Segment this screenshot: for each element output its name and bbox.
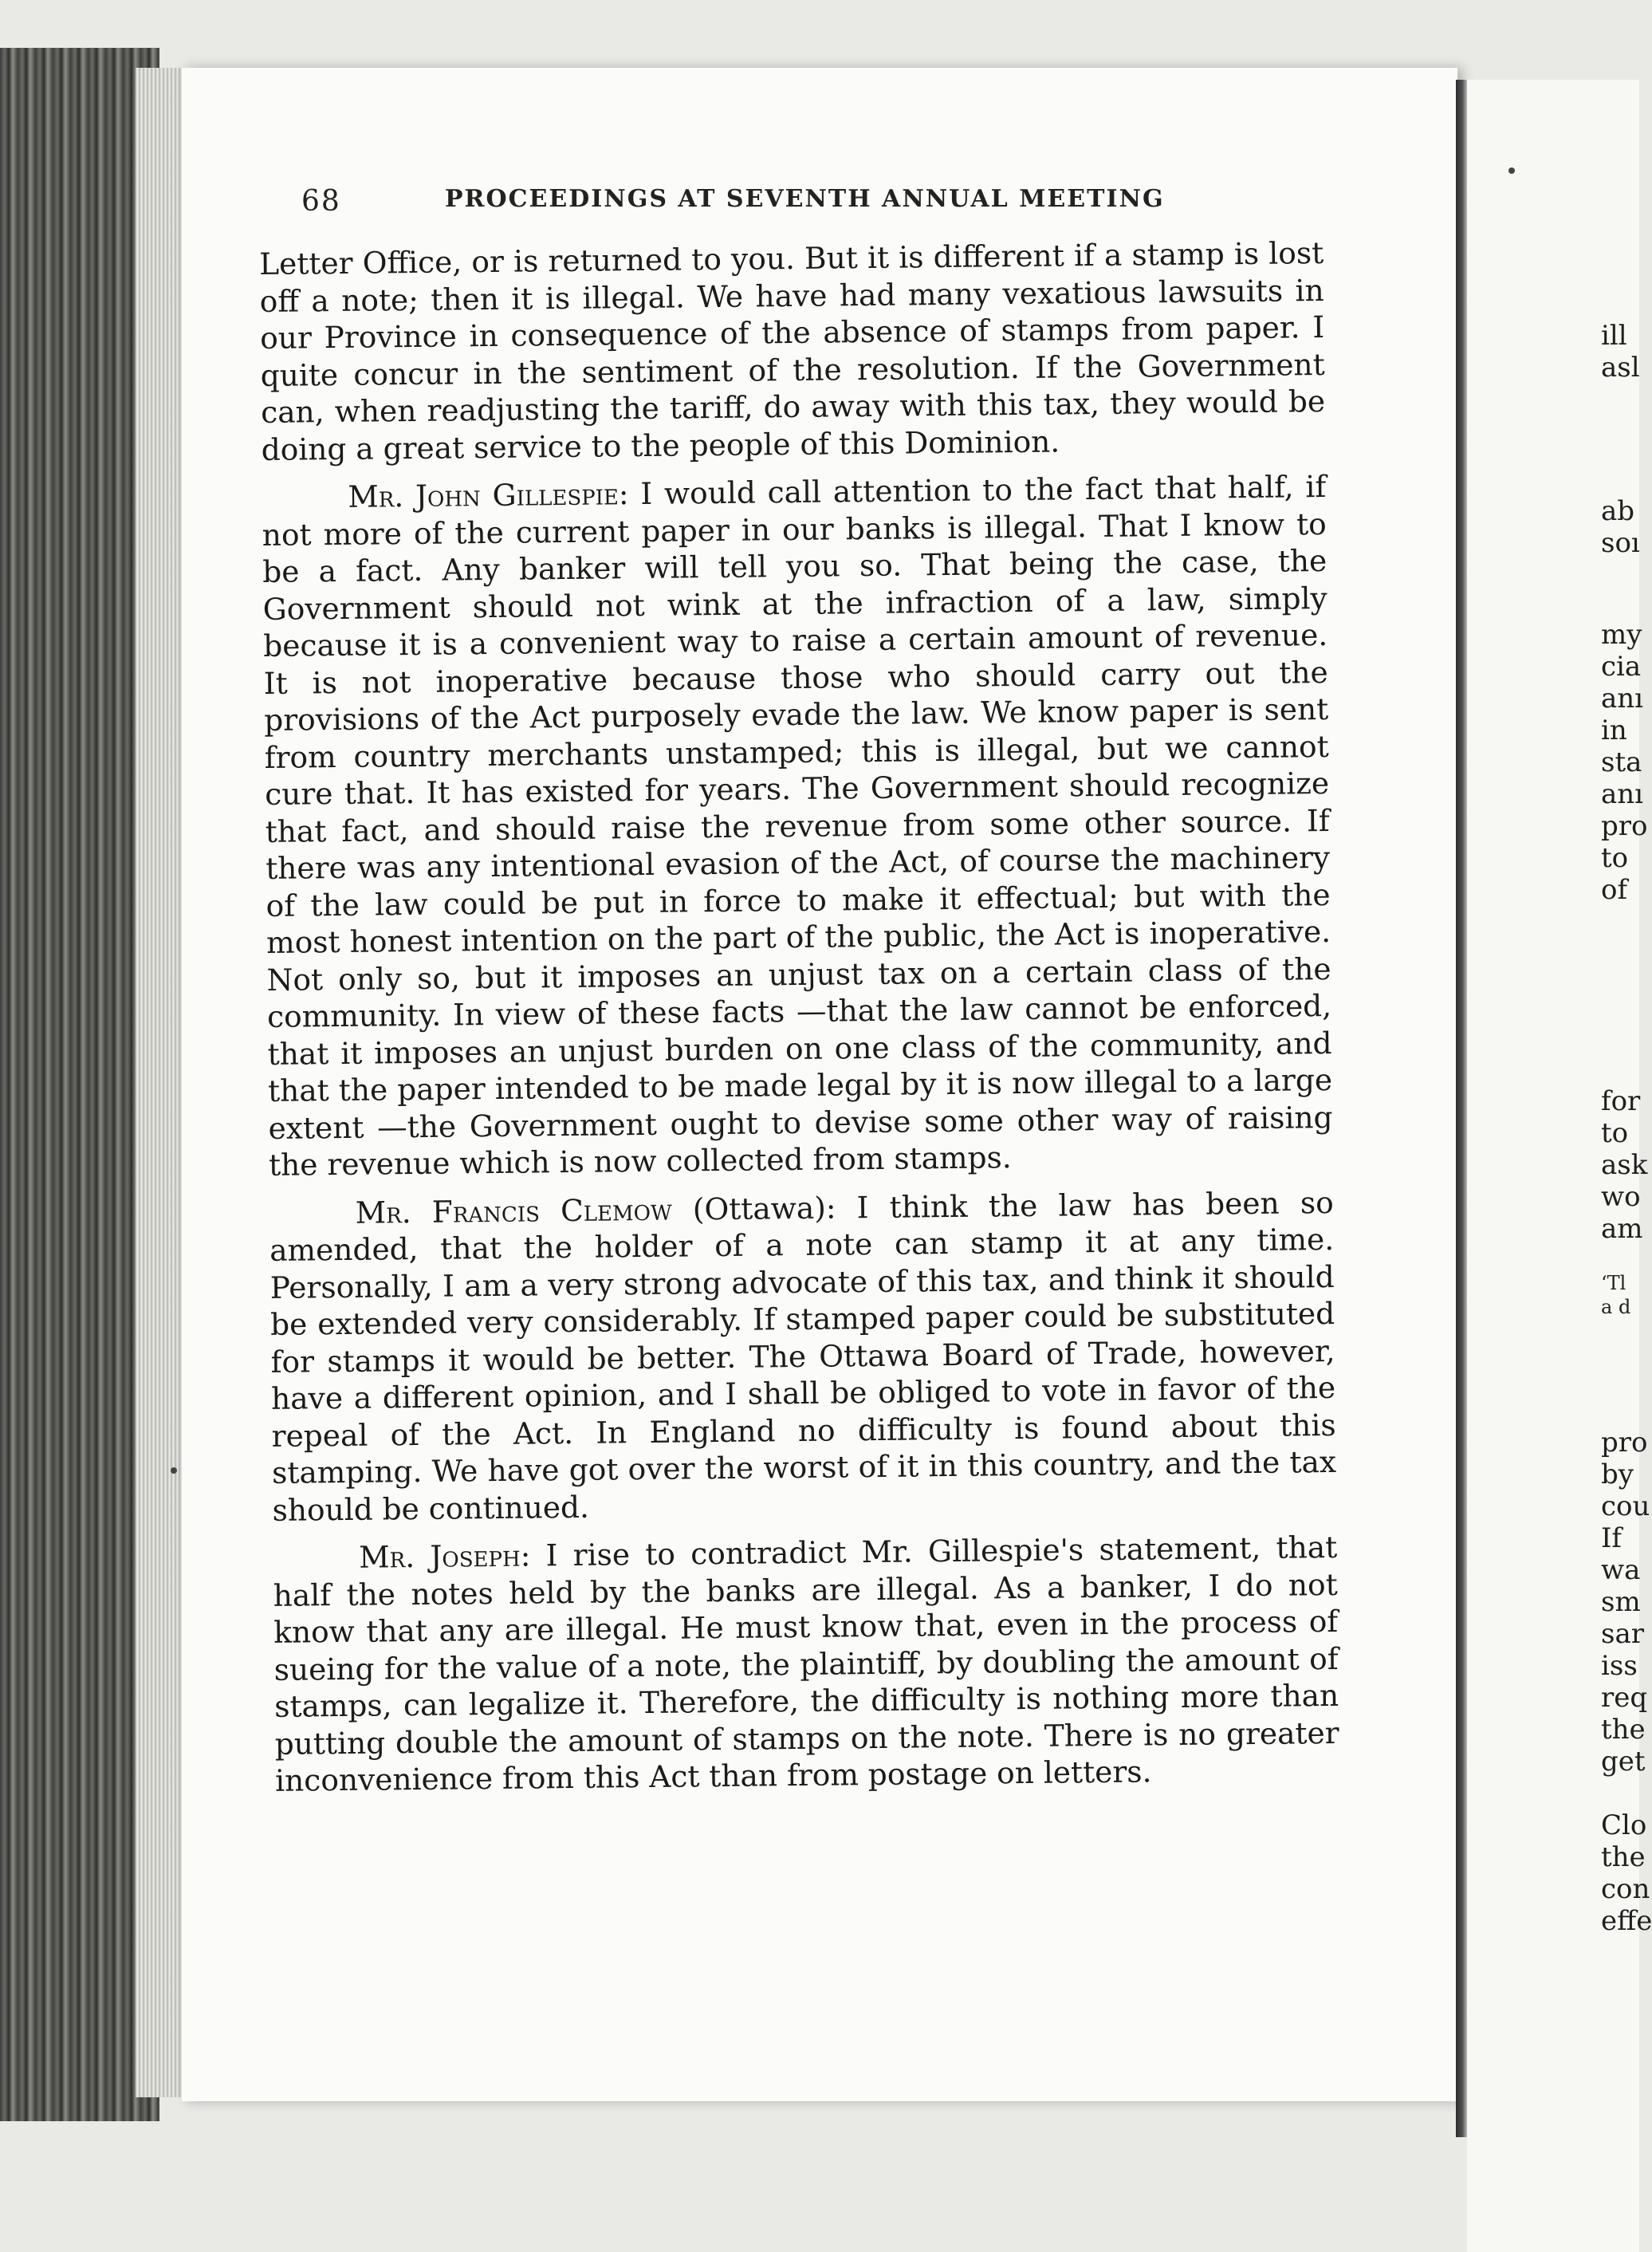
next-page-fragment: ill [1601,320,1627,352]
next-page-fragment: get [1601,1746,1646,1778]
next-page-fragment: my [1601,619,1642,651]
running-title: PROCEEDINGS AT SEVENTH ANNUAL MEETING [445,185,1165,213]
speaker-name: Mr. John Gillespie [348,476,620,514]
speech-text: : I rise to contradict Mr. Gillespie's statement, that half the notes held by the banks are illegal. As a banker, I do not know that any are illegal. He must know that, even in the process of sueing for the value of a note, the plaintiff, by doubling the amount of stamps, can legalize it. Therefore, the difficulty is nothing more than putting double the amount of stamps on the note. There is no greater inconvenience from this Act than from postage on letters. [273,1529,1339,1798]
page-number: 68 [301,185,341,218]
next-page-fragment: to [1601,1117,1629,1149]
next-page-fragment: req [1601,1682,1648,1714]
next-page-fragment: anı [1601,778,1644,810]
next-page-fragment: pro [1601,810,1648,842]
next-page-fragment: asl [1601,352,1640,384]
next-page-fragment: to [1601,842,1629,874]
next-page-fragment: of [1601,874,1628,906]
next-page-fragment: con [1601,1873,1650,1905]
page-speck [1508,167,1515,174]
page-body [259,234,1339,1810]
next-page-fragment: am [1601,1213,1643,1245]
next-page-fragment: sar [1601,1618,1644,1650]
next-page-fragment: wo [1601,1181,1641,1213]
next-page-fragment: in [1601,715,1627,746]
next-page-fragment: iss [1601,1650,1638,1682]
page-stack [136,68,183,2097]
next-page-fragment: soı [1601,527,1640,559]
next-page-fragment: pro [1601,1427,1648,1459]
speech-paragraph [262,468,1333,1183]
next-page-fragment: the [1601,1714,1646,1746]
speech-text: : I would call attention to the fact that half, if not more of the current paper in our banks is illegal. That I know to be a fact. Any banker will tell you so. That being the case, the Government should not wink at the infraction of a law, simply because it is a convenient way to raise a certain amount of revenue. It is not inoperative because those who should carry out the provisions of the Act purposely evade the law. We know paper is sent from country merchants unstamped; this is illegal, but we cannot cure that. It has existed for years. The Government should recognize that fact, and should raise the revenue from some other source. If there was any intentional evasion of the Act, of course the machinery of the law could be put in force to make it effectual; but with the most honest intention on the part of the public, the Act is inoperative. Not only so, but it imposes an unjust tax on a certain class of the community. In view of these facts —that the law cannot be enforced, that it imposes an unjust burden on one class of the community, and that the paper intended to be made legal by it is now illegal to a large extent —the Government ought to devise some other way of raising the revenue which is now collected from stamps. [262,469,1333,1183]
page-speck [171,1467,177,1474]
speech-paragraph [273,1529,1339,1799]
next-page-fragment: ask [1601,1149,1648,1181]
speaker-name: Mr. Francis Clemow [355,1191,672,1230]
next-page-fragment: cou [1601,1490,1650,1522]
next-page-fragment: Clo [1601,1809,1647,1841]
next-page-fragment: ab [1601,495,1635,527]
next-page-fragment: ‘Tl [1601,1272,1626,1294]
next-page-fragment: cia [1601,651,1642,683]
continuation-paragraph: Letter Office, or is returned to you. But it is different if a stamp is lost off a note; then it is illegal. We have had many vexatious lawsuits in our Province in consequence of the absence of stamps from paper. I quite concur in the sentiment of the resolution. If the Government can, when readjusting the tariff, do away with this tax, they would be doing a great service to the people of this Dominion. [259,235,1326,467]
next-page-edge [1467,80,1652,2252]
next-page-fragment: by [1601,1459,1634,1490]
book-gutter [1456,80,1467,2137]
next-page-fragment: effe [1601,1905,1652,1937]
speech-text: (Ottawa): I think the law has been so amended, that the holder of a note can stamp it at any time. Personally, I am a very strong advocate of this tax, and think it should be extended very considerably. If stamped paper could be substituted for stamps it would be better. The Ottawa Board of Trade, however, have a different opinion, and I shall be obliged to vote in favor of the repeal of the Act. In England no difficulty is found about this stamping. We have got over the worst of it in this country, and the tax should be continued. [269,1184,1337,1528]
next-page-fragment: the [1601,1841,1646,1873]
next-page-fragment: sm [1601,1586,1641,1618]
next-page-fragment: for [1601,1085,1641,1117]
next-page-fragment: If [1601,1522,1622,1554]
next-page-fragment: wa [1601,1554,1641,1586]
next-page-fragment: a d [1601,1296,1631,1318]
speaker-name: Mr. Joseph [359,1537,521,1575]
speech-paragraph [269,1183,1336,1528]
next-page-fragment: anı [1601,683,1644,715]
next-page-fragment: sta [1601,746,1642,778]
